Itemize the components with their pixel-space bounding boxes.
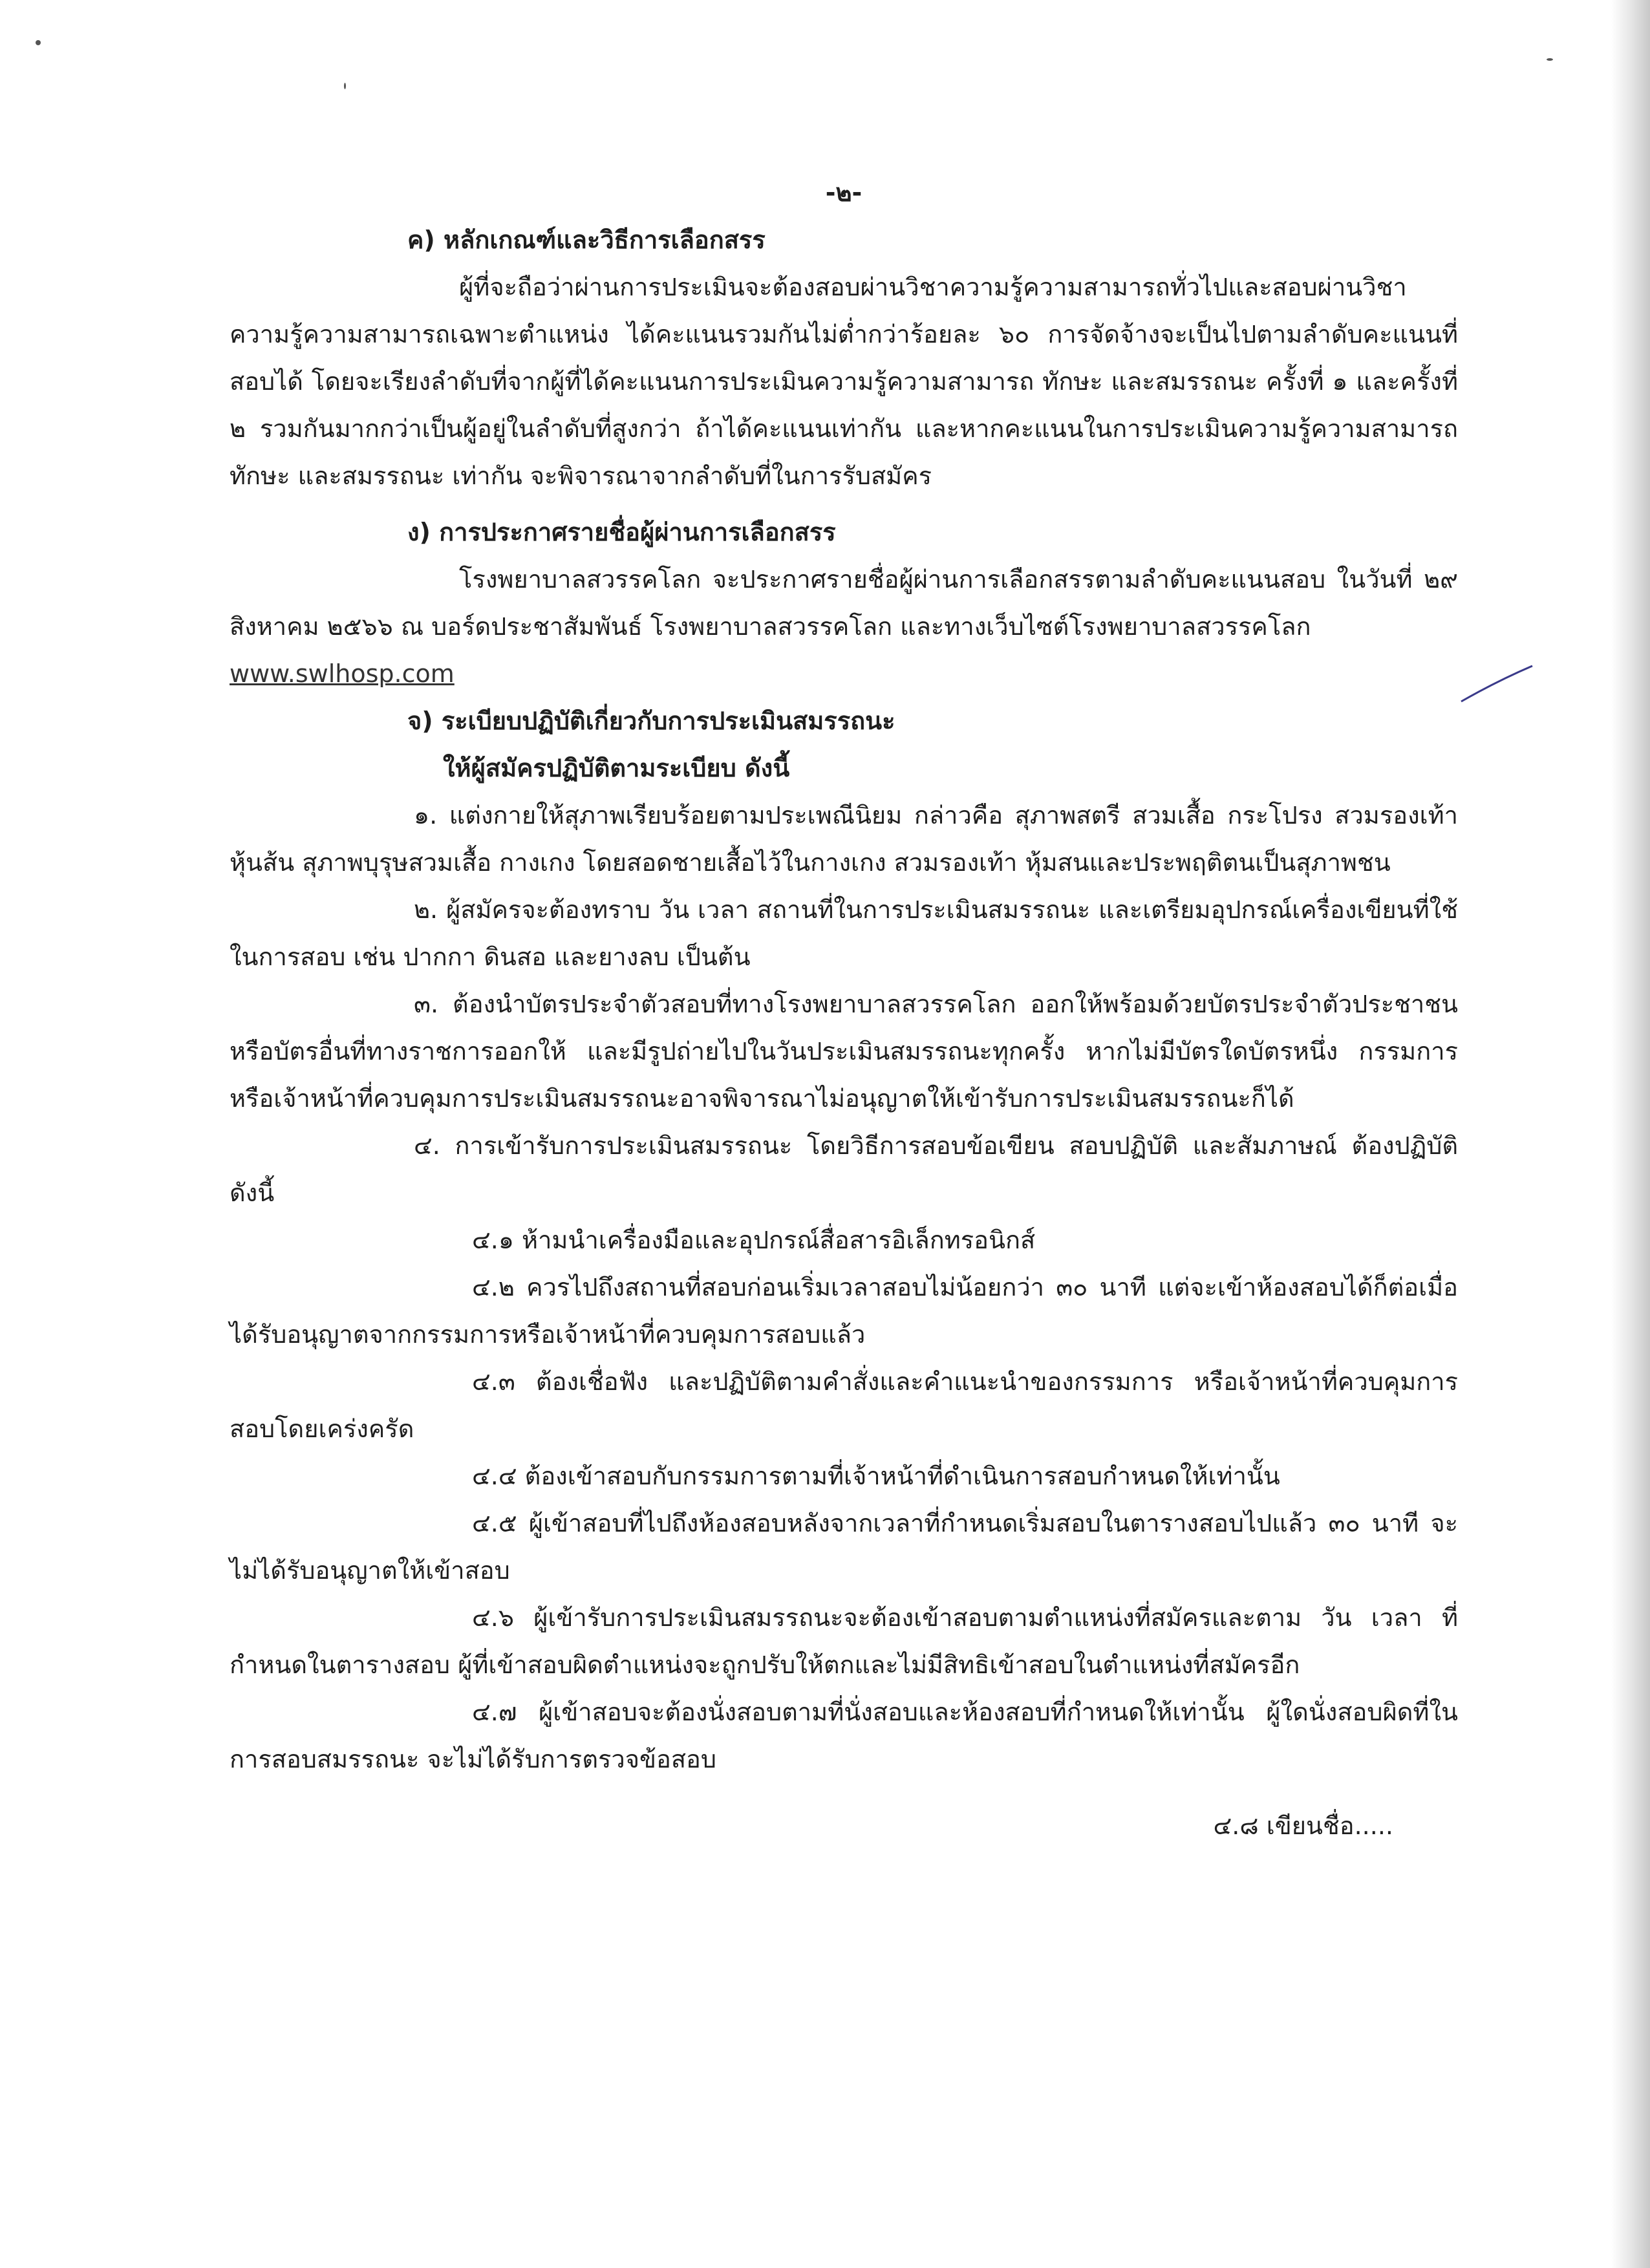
website-link[interactable] (230, 650, 1458, 698)
website-link-text: www.swlhosp.com (230, 659, 455, 688)
rule-subitem-4-5: ๔.๕ ผู้เข้าสอบที่ไปถึงห้องสอบหลังจากเวลาที่กำหนดเริ่มสอบในตารางสอบไปแล้ว ๓๐ นาที จะไม่ได้รับอนุญาตให้เข้าสอบ (230, 1509, 1458, 1585)
page-number: -๒- (825, 178, 862, 207)
rule-subitem-4-3: ๔.๓ ต้องเชื่อฟัง และปฏิบัติตามคำสั่งและคำแนะนำของกรรมการ หรือเจ้าหน้าที่ควบคุมการสอบโดยเคร่งครัด (230, 1367, 1458, 1443)
document-page (230, 169, 1458, 1850)
scan-speck (344, 83, 346, 89)
section-d-heading: ง) การประกาศรายชื่อผู้ผ่านการเลือกสรร (407, 518, 836, 546)
rule-item-1: ๑. แต่งกายให้สุภาพเรียบร้อยตามประเพณีนิยม กล่าวคือ สุภาพสตรี สวมเสื้อ กระโปรง สวมรองเท้าหุ้นส้น สุภาพบุรุษสวมเสื้อ กางเกง โดยสอดชายเสื้อไว้ในกางเกง สวมรองเท้า หุ้มสนและประพฤติตนเป็นสุภาพชน (230, 801, 1458, 877)
rule-item-3: ๓. ต้องนำบัตรประจำตัวสอบที่ทางโรงพยาบาลสวรรคโลก ออกให้พร้อมด้วยบัตรประจำตัวประชาชนหรือบัตรอื่นที่ทางราชการออกให้ และมีรูปถ่ายไปในวันประเมินสมรรถนะทุกครั้ง หากไม่มีบัตรใดบัตรหนึ่ง กรรมการหรือเจ้าหน้าที่ควบคุมการประเมินสมรรถนะอาจพิจารณาไม่อนุญาตให้เข้ารับการประเมินสมรรถนะก็ได้ (230, 990, 1458, 1113)
rule-subitem-4-6: ๔.๖ ผู้เข้ารับการประเมินสมรรถนะจะต้องเข้าสอบตามตำแหน่งที่สมัครและตาม วัน เวลา ที่กำหนดในตารางสอบ ผู้ที่เข้าสอบผิดตำแหน่งจะถูกปรับให้ตกและไม่มีสิทธิเข้าสอบในตำแหน่งที่สมัครอีก (230, 1603, 1458, 1679)
pen-mark (1458, 663, 1536, 708)
section-d-body: โรงพยาบาลสวรรคโลก จะประกาศรายชื่อผู้ผ่านการเลือกสรรตามลำดับคะแนนสอบ ในวันที่ ๒๙ สิงหาคม ๒๕๖๖ ณ บอร์ดประชาสัมพันธ์ โรงพยาบาลสวรรคโลก และทางเว็บไซต์โรงพยาบาลสวรรคโลก (230, 565, 1458, 641)
rule-subitem-4-7: ๔.๗ ผู้เข้าสอบจะต้องนั่งสอบตามที่นั่งสอบและห้องสอบที่กำหนดให้เท่านั้น ผู้ใดนั่งสอบผิดที่ในการสอบสมรรถนะ จะไม่ได้รับการตรวจข้อสอบ (230, 1698, 1458, 1773)
rule-subitem-4-1: ๔.๑ ห้ามนำเครื่องมือและอุปกรณ์สื่อสารอิเล็กทรอนิกส์ (472, 1226, 1036, 1254)
section-e-heading: จ) ระเบียบปฏิบัติเกี่ยวกับการประเมินสมรรถนะ (407, 707, 895, 735)
rule-subitem-4-4: ๔.๔ ต้องเข้าสอบกับกรรมการตามที่เจ้าหน้าที่ดำเนินการสอบกำหนดให้เท่านั้น (472, 1462, 1280, 1490)
scan-edge-shadow (1611, 0, 1650, 2268)
continuation-marker: ๔.๘ เขียนชื่อ..... (1213, 1812, 1393, 1840)
section-c-heading: ค) หลักเกณฑ์และวิธีการเลือกสรร (407, 226, 766, 254)
section-e-subheading: ให้ผู้สมัครปฏิบัติตามระเบียบ ดังนี้ (443, 754, 790, 782)
rule-item-2: ๒. ผู้สมัครจะต้องทราบ วัน เวลา สถานที่ในการประเมินสมรรถนะ และเตรียมอุปกรณ์เครื่องเขียนที่ใช้ในการสอบ เช่น ปากกา ดินสอ และยางลบ เป็นต้น (230, 895, 1458, 971)
rule-item-4: ๔. การเข้ารับการประเมินสมรรถนะ โดยวิธีการสอบข้อเขียน สอบปฏิบัติ และสัมภาษณ์ ต้องปฏิบัติ ดังนี้ (230, 1131, 1458, 1207)
section-c-body: ผู้ที่จะถือว่าผ่านการประเมินจะต้องสอบผ่านวิชาความรู้ความสามารถทั่วไปและสอบผ่านวิชาความรู้ความสามารถเฉพาะตำแหน่ง ได้คะแนนรวมกันไม่ต่ำกว่าร้อยละ ๖๐ การจัดจ้างจะเป็นไปตามลำดับคะแนนที่สอบได้ โดยจะเรียงลำดับที่จากผู้ที่ได้คะแนนการประเมินความรู้ความสามารถ ทักษะ และสมรรถนะ ครั้งที่ ๑ และครั้งที่ ๒ รวมกันมากกว่าเป็นผู้อยู่ในลำดับที่สูงกว่า ถ้าได้คะแนนเท่ากัน และหากคะแนนในการประเมินความรู้ความสามารถ ทักษะ และสมรรถนะ เท่ากัน จะพิจารณาจากลำดับที่ในการรับสมัคร (230, 273, 1458, 490)
scan-speck (36, 40, 41, 45)
scan-speck (1547, 58, 1553, 61)
rule-subitem-4-2: ๔.๒ ควรไปถึงสถานที่สอบก่อนเริ่มเวลาสอบไม่น้อยกว่า ๓๐ นาที แต่จะเข้าห้องสอบได้ก็ต่อเมื่อได้รับอนุญาตจากกรรมการหรือเจ้าหน้าที่ควบคุมการสอบแล้ว (230, 1273, 1458, 1349)
